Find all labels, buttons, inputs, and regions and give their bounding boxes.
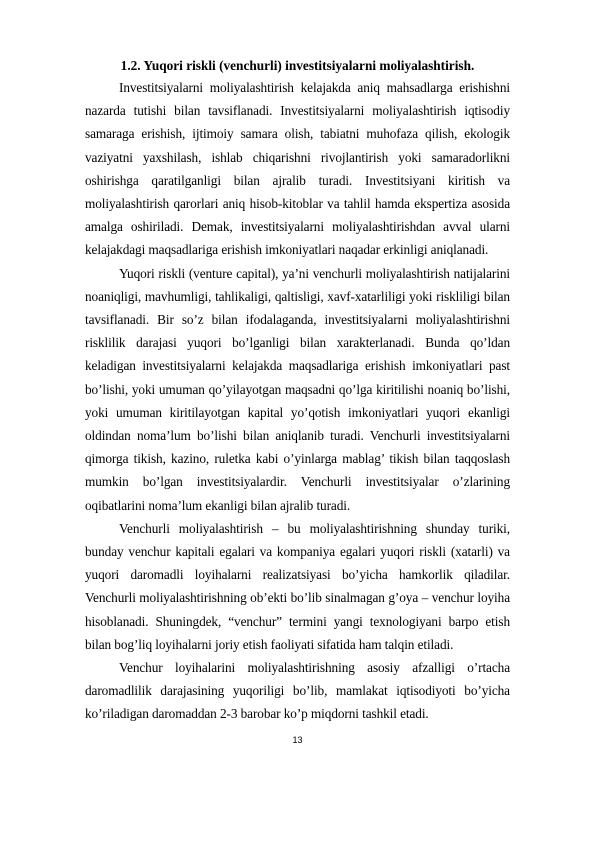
section-heading: 1.2. Yuqori riskli (venchurli) investitsiyalarni moliyalashtirish.	[120, 58, 475, 73]
page-number: 13	[292, 735, 303, 745]
paragraph-4: Venchur loyihalarini moliyalashtirishning asosiy afzalligi o’rtacha daromadlilik darajasining yuqoriligi bo’lib, mamlakat iqtisodiyoti bo’yicha ko’riladigan daromaddan 2-3 barobar ko’p miqdorni tashkil etadi.	[85, 660, 510, 722]
paragraph-3: Venchurli moliyalashtirish – bu moliyalashtirishning shunday turiki, bunday venchur kapitali egalari va kompaniya egalari yuqori riskli (xatarli) va yuqori daromadli loyihalarni realizatsiyasi bo’yicha hamkorlik qiladilar. Venchurli moliyalashtirishning ob’ekti bo’lib sinalmagan g’oya – venchur loyiha hisoblanadi. Shuningdek, “venchur” termini yangi texnologiyani barpo etish bilan bog’liq loyihalarni joriy etish faoliyati sifatida ham talqin etiladi.	[85, 520, 510, 652]
paragraph-2: Yuqori riskli (venture capital), ya’ni venchurli moliyalashtirish natijalarini noaniqligi, mavhumligi, tahlikaligi, qaltisligi, xavf-xatarliligi yoki riskliligi bilan tavsiflanadi. Bir so’z bilan ifodalaganda, investitsiyalarni moliyalashtirishni risklilik darajasi yuqori bo’lganligi bilan xarakterlanadi. Bunda qo’ldan keladigan investitsiyalarni kelajakda maqsadlariga erishish imkoniyatlari past bo’lishi, yoki umuman qo’yilayotgan maqsadni qo’lga kiritilishi noaniq bo’lishi, yoki umuman kiritilayotgan kapital yo’qotish imkoniyatlari yuqori ekanligi oldindan noma’lum bo’lishi bilan aniqlanib turadi. Venchurli investitsiyalarni qimorga tikish, kazino, ruletka kabi o’yinlarga mablag’ tikish bilan taqqoslash mumkin bo’lgan investitsiyalardir. Venchurli investitsiyalar o’zlarining oqibatlarini noma’lum ekanligi bilan ajralib turadi.	[85, 265, 510, 513]
paragraph-1: Investitsiyalarni moliyalashtirish kelajakda aniq mahsadlarga erishishni nazarda tutishi bilan tavsiflanadi. Investitsiyalarni moliyalashtirish iqtisodiy samaraga erishish, ijtimoiy samara olish, tabiatni muhofaza qilish, ekologik vaziyatni yaxshilash, ishlab chiqarishni rivojlantirish yoki samaradorlikni oshirishga qaratilganligi bilan ajralib turadi. Investitsiyani kiritish va moliyalashtirish qarorlari aniq hisob-kitoblar va tahlil hamda ekspertiza asosida amalga oshiriladi. Demak, investitsiyalarni moliyalashtirishdan avval ularni kelajakdagi maqsadlariga erishish imkoniyatlari naqadar erkinligi aniqlanadi.	[85, 80, 510, 258]
body-text	[85, 76, 510, 726]
